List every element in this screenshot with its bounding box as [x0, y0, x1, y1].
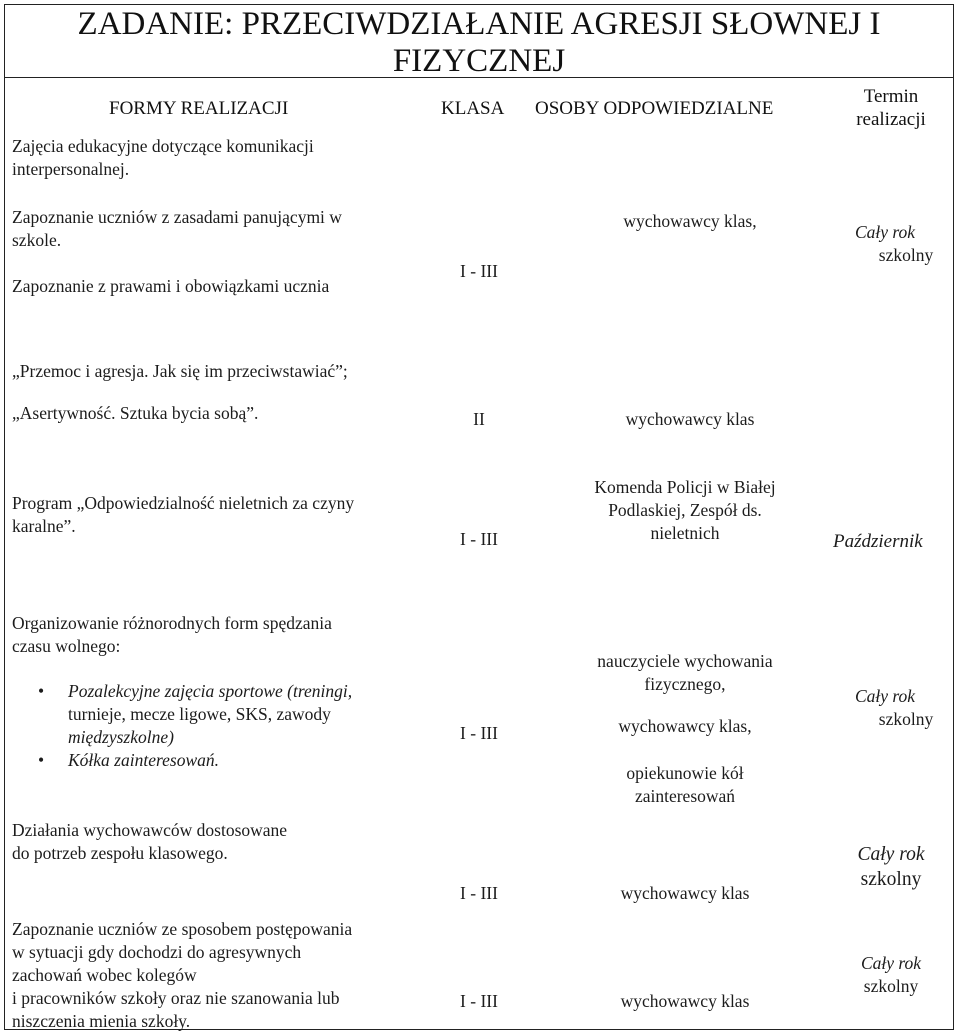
row-2-form-line-1: Zapoznanie uczniów z zasadami panującymi w: [12, 207, 342, 227]
row-5-persons: [545, 650, 825, 808]
row-5-persons-line-3: wychowawcy klas,: [618, 716, 752, 736]
leisure-activities-list: [12, 680, 432, 772]
row-3-form-line-1: „Przemoc i agresja. Jak się im przeciwstawiać”;: [12, 361, 348, 381]
header-term: [837, 85, 945, 131]
row-7-persons: wychowawcy klas: [620, 991, 750, 1011]
row-7-form-line-3: zachowań wobec kolegów: [12, 965, 197, 985]
row-5-persons-line-2: fizycznego,: [644, 674, 726, 694]
row-5-form-line-1: Organizowanie różnorodnych form spędzania: [12, 613, 332, 633]
header-term-line-2: realizacji: [856, 109, 926, 130]
row-2-term-line-2: szkolny: [878, 245, 934, 265]
row-7-form-line-5: niszczenia mienia szkoły.: [12, 1011, 191, 1031]
row-6-persons: wychowawcy klas: [620, 883, 750, 903]
row-2-form-line-3: Zapoznanie z prawami i obowiązkami ucznia: [12, 276, 330, 296]
header-forms: FORMY REALIZACJI: [109, 98, 289, 119]
header-term-line-1: Termin: [863, 86, 919, 107]
row-4-persons-line-1: Komenda Policji w Białej: [594, 477, 776, 497]
row-6-form-line-1: Działania wychowawców dostosowane: [12, 820, 288, 840]
row-5-term-line-1: Cały rok: [854, 686, 916, 706]
row-1-form-line-2: interpersonalnej.: [12, 159, 130, 179]
row-7-form-line-1: Zapoznanie uczniów ze sposobem postępowania: [12, 919, 353, 939]
row-4-persons: [545, 476, 825, 545]
document-page: [4, 4, 954, 1030]
row-2-term: [831, 221, 951, 267]
row-6-term-line-1: Cały rok: [857, 844, 925, 865]
row-5-persons-line-1: nauczyciele wychowania: [597, 651, 773, 671]
row-2-term-line-1: Cały rok: [854, 222, 916, 242]
list-item: [12, 680, 432, 749]
row-6-term-line-2: szkolny: [860, 869, 922, 890]
row-4-persons-line-2: Podlaskiej, Zespół ds.: [608, 500, 762, 520]
bullet-icon: •: [38, 750, 45, 770]
row-6-form-line-2: do potrzeb zespołu klasowego.: [12, 843, 228, 863]
row-7-class: I - III: [460, 991, 498, 1011]
row-5-persons-line-5: zainteresowań: [634, 786, 736, 806]
row-2-form-line-2: szkole.: [12, 230, 62, 250]
row-7-form: [12, 918, 432, 1033]
row-4-form-line-1: Program „Odpowiedzialność nieletnich za czyny: [12, 493, 355, 513]
row-5-persons-line-4: opiekunowie kół: [626, 763, 744, 783]
row-5-form-line-2: czasu wolnego:: [12, 636, 121, 656]
row-5-term: [831, 685, 951, 731]
row-3-form-line-2: „Asertywność. Sztuka bycia sobą”.: [12, 403, 259, 423]
row-3-class: II: [473, 409, 485, 429]
row-2-form: [12, 206, 422, 298]
task-title: [4, 4, 954, 78]
list-item-line-3: międzyszkolne): [68, 727, 174, 747]
row-7-form-line-4: i pracowników szkoły oraz nie szanowania lub: [12, 988, 340, 1008]
row-7-form-line-2: w sytuacji gdy dochodzi do agresywnych: [12, 942, 302, 962]
row-5-class: I - III: [460, 723, 498, 743]
row-7-term-line-2: szkolny: [863, 976, 919, 996]
bullet-icon: •: [38, 681, 45, 701]
task-title-line-2: FIZYCZNEJ: [392, 43, 566, 79]
row-6-term: [831, 842, 951, 892]
row-6-form: [12, 819, 432, 865]
row-1-form-line-1: Zajęcia edukacyjne dotyczące komunikacji: [12, 136, 314, 156]
row-4-class: I - III: [460, 529, 498, 549]
row-3-form: [12, 360, 432, 425]
row-5-term-line-2: szkolny: [878, 709, 934, 729]
task-title-line-1: ZADANIE: PRZECIWDZIAŁANIE AGRESJI SŁOWNEJ I: [77, 6, 881, 42]
row-5-form: [12, 612, 432, 772]
list-item-line-2: turnieje, mecze ligowe, SKS, zawody: [68, 704, 331, 724]
row-4-persons-line-3: nieletnich: [650, 523, 720, 543]
activities-table: [4, 78, 954, 1030]
header-class: KLASA: [441, 98, 505, 119]
list-item-line-1: Kółka zainteresowań.: [68, 750, 220, 770]
row-4-form-line-2: karalne”.: [12, 516, 76, 536]
header-persons: OSOBY ODPOWIEDZIALNE: [535, 98, 774, 119]
row-3-persons: wychowawcy klas: [625, 409, 755, 429]
row-1-form: [12, 135, 422, 181]
row-7-term-line-1: Cały rok: [860, 953, 922, 973]
list-item: [12, 749, 432, 772]
row-7-term: [831, 952, 951, 998]
row-2-persons: wychowawcy klas,: [623, 211, 757, 231]
row-4-form: [12, 492, 432, 538]
row-4-term: Październik: [833, 531, 923, 552]
list-item-line-1: Pozalekcyjne zajęcia sportowe (treningi,: [68, 681, 353, 701]
row-2-class: I - III: [460, 261, 498, 281]
row-6-class: I - III: [460, 883, 498, 903]
